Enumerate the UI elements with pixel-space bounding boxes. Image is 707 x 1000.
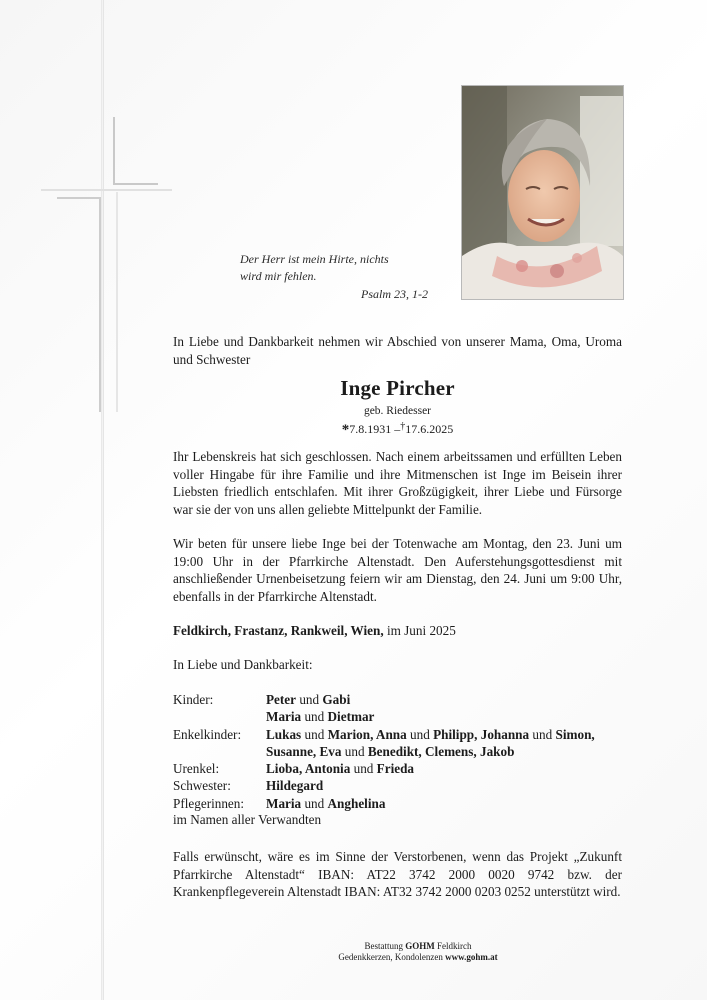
footer-line-2: Gedenkkerzen, Kondolenzen www.gohm.at (338, 952, 498, 962)
life-paragraph: Ihr Lebenskreis hat sich geschlossen. Nach einem arbeitssamen und erfüllten Leben voller Hingabe für ihre Familie und ihre Mitmenschen ist Inge im Beisein ihrer Liebsten friedlich entschlafen. Mit ihrer Großzügigkeit, ihrer Liebe und Fürsorge war sie der von uns allen geliebte Mittelpunkt der Familie. (173, 449, 622, 517)
grandchild-name: Benedikt, Clemens, Jakob (367, 743, 515, 759)
caregiver-name: Anghelina (327, 795, 386, 811)
portrait-photo (461, 85, 624, 300)
sister-name: Hildegard (266, 778, 324, 794)
grandchild-name: Lukas (266, 726, 302, 742)
birth-date: 7.8.1931 – (349, 422, 401, 436)
grandchildren-label: Enkelkinder: (173, 726, 242, 742)
family-row-greatgrandchildren (173, 760, 633, 777)
grandchild-name: Marion, Anna (327, 726, 407, 742)
grandchild-name: Philipp, Johanna (433, 726, 530, 742)
child-name: Peter (266, 692, 297, 707)
children-label: Kinder: (173, 692, 214, 707)
place-towns: Feldkirch, Frastanz, Rankweil, Wien, (173, 623, 384, 638)
conjunction: und (301, 709, 328, 725)
death-date: 17.6.2025 (405, 422, 454, 436)
bible-verse (240, 251, 450, 303)
caregivers-label: Pflegerinnen: (173, 795, 245, 811)
intro-text: In Liebe und Dankbarkeit nehmen wir Abschied von unserer Mama, Oma, Uroma und Schwester (173, 334, 622, 367)
sister-label: Schwester: (173, 778, 231, 794)
portrait-icon (462, 86, 623, 299)
donation-paragraph: Falls erwünscht, wäre es im Sinne der Verstorbenen, wenn das Projekt „Zukunft Pfarrkirche Altenstadt“ IBAN: AT22 3742 2000 0020 9742 bzw. der Krankenpflegeverein Altenstadt IBAN: AT32 3742 2000 0203 0252 unterstützt wird. (173, 849, 622, 899)
conjunction: und (301, 726, 328, 742)
family-row-grandchildren (173, 726, 633, 743)
place-date: im Juni 2025 (383, 623, 456, 638)
child-name: Gabi (322, 692, 351, 707)
child-name: Maria (266, 709, 302, 725)
greatgrandchildren-label: Urenkel: (173, 761, 220, 777)
maiden-name: geb. Riedesser (363, 405, 432, 417)
family-list (173, 691, 633, 812)
website-link[interactable]: www.gohm.at (445, 952, 498, 962)
verse-line-1: Der Herr ist mein Hirte, nichts (240, 252, 389, 266)
conjunction: und (341, 743, 368, 759)
greatgrandchild-name: Lioba, Antonia (266, 761, 351, 777)
death-symbol: † (400, 421, 406, 432)
place-date-line (173, 622, 622, 640)
verse-reference: Psalm 23, 1-2 (361, 287, 428, 301)
life-dates (173, 421, 622, 439)
greatgrandchild-name: Frieda (376, 761, 415, 777)
deceased-name: Inge Pircher (340, 376, 455, 400)
caregiver-name: Maria (266, 795, 302, 811)
relatives-line: im Namen aller Verwandten (173, 812, 322, 827)
family-row-caregivers (173, 795, 633, 812)
conjunction: und (406, 726, 434, 742)
footer-line-1: Bestattung GOHM Feldkirch (364, 941, 472, 951)
cross-icon (38, 112, 178, 417)
conjunction: und (529, 726, 556, 742)
funeral-home-brand: GOHM (405, 941, 435, 951)
services-paragraph: Wir beten für unsere liebe Inge bei der Totenwache am Montag, den 23. Juni um 19:00 Uhr in der Pfarrkirche Altenstadt. Den Auferstehungsgottesdienst mit anschließender Urnenbeisetzung feiern wir am Dienstag, den 24. Juni um 9:00 Uhr, ebenfalls in der Pfarrkirche Altenstadt. (173, 536, 622, 604)
thanks-heading: In Liebe und Dankbarkeit: (173, 657, 313, 672)
family-row-children-2 (173, 708, 633, 725)
grandchild-name: Simon, (555, 726, 595, 742)
conjunction: und (296, 692, 323, 707)
grandchild-name: Susanne, Eva (266, 743, 342, 759)
child-name: Dietmar (327, 709, 375, 725)
family-row-sister (173, 777, 633, 794)
conjunction: und (350, 761, 377, 777)
family-row-grandchildren-2 (173, 743, 633, 760)
verse-line-2: wird mir fehlen. (240, 269, 317, 283)
conjunction: und (301, 795, 328, 811)
birth-symbol: * (341, 422, 350, 438)
family-row-children (173, 691, 633, 708)
